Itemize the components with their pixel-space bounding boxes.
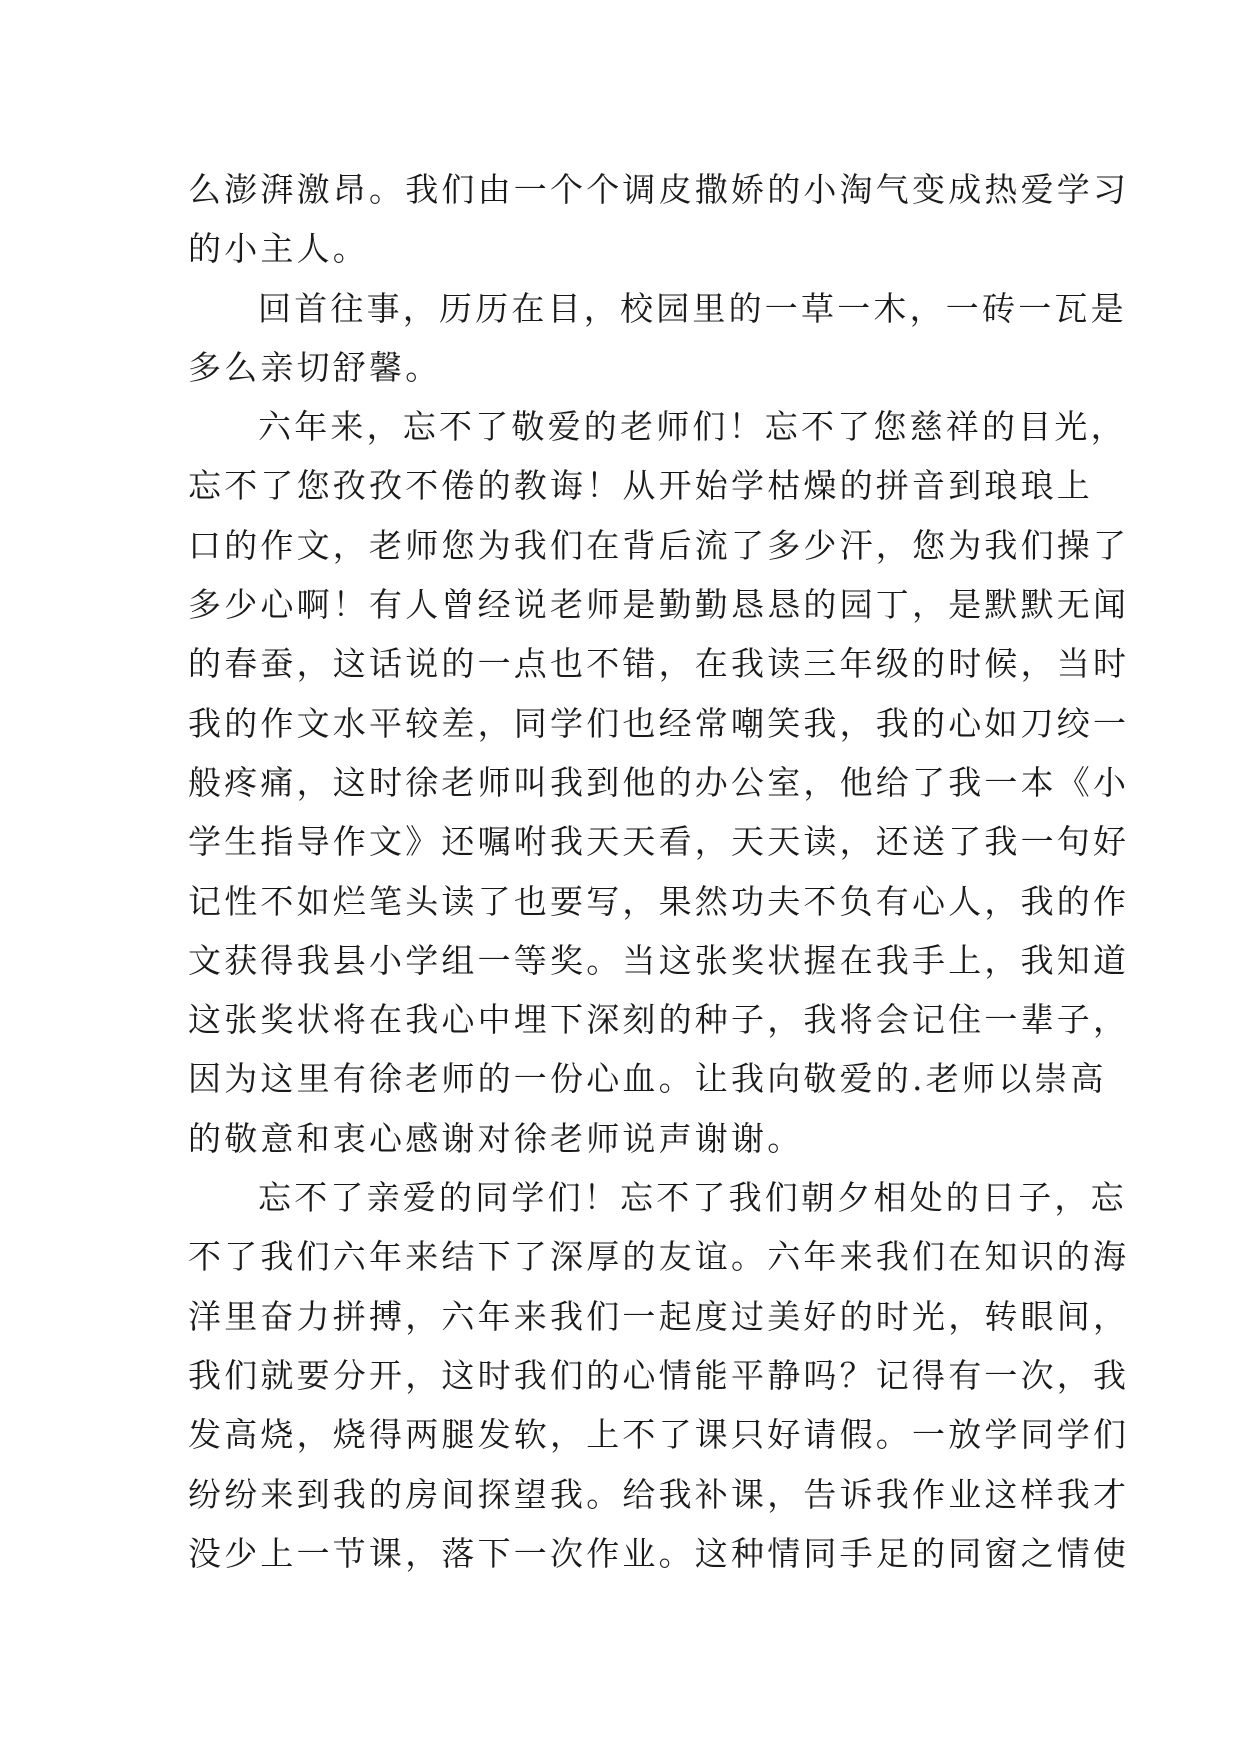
paragraph-memories (188, 279, 1127, 398)
text-line: 多么亲切舒馨。 (188, 347, 442, 387)
text-line: 般疼痛，这时徐老师叫我到他的办公室，他给了我一本《小 (188, 762, 1130, 802)
text-line: 洋里奋力拼搏，六年来我们一起度过美好的时光，转眼间， (188, 1296, 1130, 1336)
body-text (188, 160, 1130, 1583)
text-line: 学生指导作文》还嘱咐我天天看，天天读，还送了我一句好 (188, 822, 1130, 862)
text-line: 没少上一节课，落下一次作业。这种情同手足的同窗之情使 (188, 1533, 1130, 1573)
text-line: 不了我们六年来结下了深厚的友谊。六年来我们在知识的海 (188, 1237, 1130, 1277)
paragraph-classmates (188, 1168, 1130, 1583)
text-line: 忘不了亲爱的同学们！忘不了我们朝夕相处的日子，忘 (258, 1178, 1127, 1218)
paragraph-teachers (188, 397, 1130, 1168)
text-line: 记性不如烂笔头读了也要写，果然功夫不负有心人，我的作 (188, 881, 1130, 921)
text-line: 的敬意和衷心感谢对徐老师说声谢谢。 (188, 1118, 804, 1158)
text-line: 回首往事，历历在目，校园里的一草一木，一砖一瓦是 (258, 288, 1127, 328)
text-line: 么澎湃激昂。我们由一个个调皮撒娇的小淘气变成热爱学习 (188, 170, 1130, 209)
text-line: 六年来，忘不了敬爱的老师们！忘不了您慈祥的目光， (258, 407, 1127, 447)
text-line: 忘不了您孜孜不倦的教诲！从开始学枯燥的拼音到琅琅上 (188, 466, 1093, 506)
text-line: 我的作文水平较差，同学们也经常嘲笑我，我的心如刀绞一 (188, 703, 1130, 743)
text-line: 文获得我县小学组一等奖。当这张奖状握在我手上，我知道 (188, 940, 1130, 980)
text-line: 的小主人。 (188, 229, 369, 269)
text-line: 这张奖状将在我心中埋下深刻的种子，我将会记住一辈子， (188, 1000, 1130, 1040)
text-line: 发高烧，烧得两腿发软，上不了课只好请假。一放学同学们 (188, 1415, 1130, 1455)
text-line: 纷纷来到我的房间探望我。给我补课，告诉我作业这样我才 (188, 1474, 1130, 1514)
text-line: 口的作文，老师您为我们在背后流了多少汗，您为我们操了 (188, 525, 1130, 565)
text-line: 的春蚕，这话说的一点也不错，在我读三年级的时候，当时 (188, 644, 1130, 684)
text-line: 因为这里有徐老师的一份心血。让我向敬爱的.老师以崇高 (188, 1059, 1107, 1099)
text-line: 我们就要分开，这时我们的心情能平静吗？记得有一次，我 (188, 1355, 1130, 1395)
paragraph-continuation (188, 160, 1130, 279)
text-line: 多少心啊！有人曾经说老师是勤勤恳恳的园丁，是默默无闻 (188, 585, 1130, 625)
